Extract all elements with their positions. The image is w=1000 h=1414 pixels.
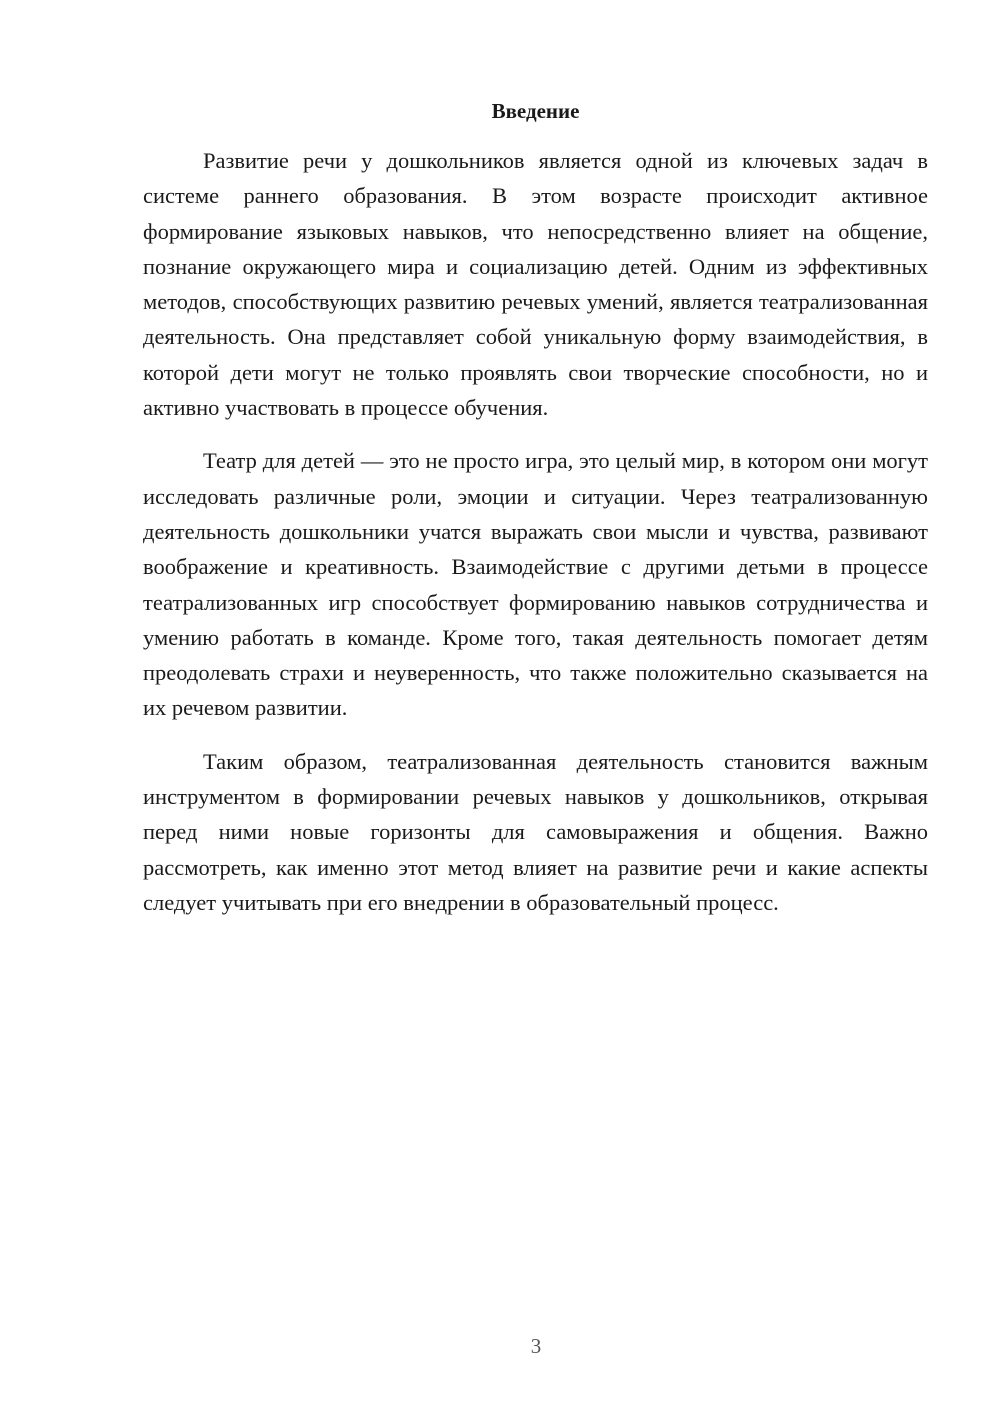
- paragraph-2: Театр для детей — это не просто игра, это целый мир, в котором они могут исследовать различные роли, эмоции и ситуации. Через театрализованную деятельность дошкольники учатся выражать свои мысли и чувства, развивают воображение и креативность. Взаимодействие с другими детьми в процессе театрализованных игр способствует формированию навыков сотрудничества и умению работать в команде. Кроме того, такая деятельность помогает детям преодолевать страхи и неуверенность, что также положительно сказывается на их речевом развитии.: [143, 448, 928, 721]
- page-number: 3: [530, 1334, 542, 1358]
- paragraph-1: Развитие речи у дошкольников является одной из ключевых задач в системе раннего образования. В этом возрасте происходит активное формирование языковых навыков, что непосредственно влияет на общение, познание окружающего мира и социализацию детей. Одним из эффективных методов, способствующих развитию речевых умений, является театрализованная деятельность. Она представляет собой уникальную форму взаимодействия, в которой дети могут не только проявлять свои творческие способности, но и активно участвовать в процессе обучения.: [143, 148, 928, 421]
- paragraph-3: Таким образом, театрализованная деятельность становится важным инструментом в формировании речевых навыков у дошкольников, открывая перед ними новые горизонты для самовыражения и общения. Важно рассмотреть, как именно этот метод влияет на развитие речи и какие аспекты следует учитывать при его внедрении в образовательный процесс.: [143, 748, 928, 915]
- section-title: Введение: [491, 99, 580, 123]
- body-text: [143, 143, 928, 938]
